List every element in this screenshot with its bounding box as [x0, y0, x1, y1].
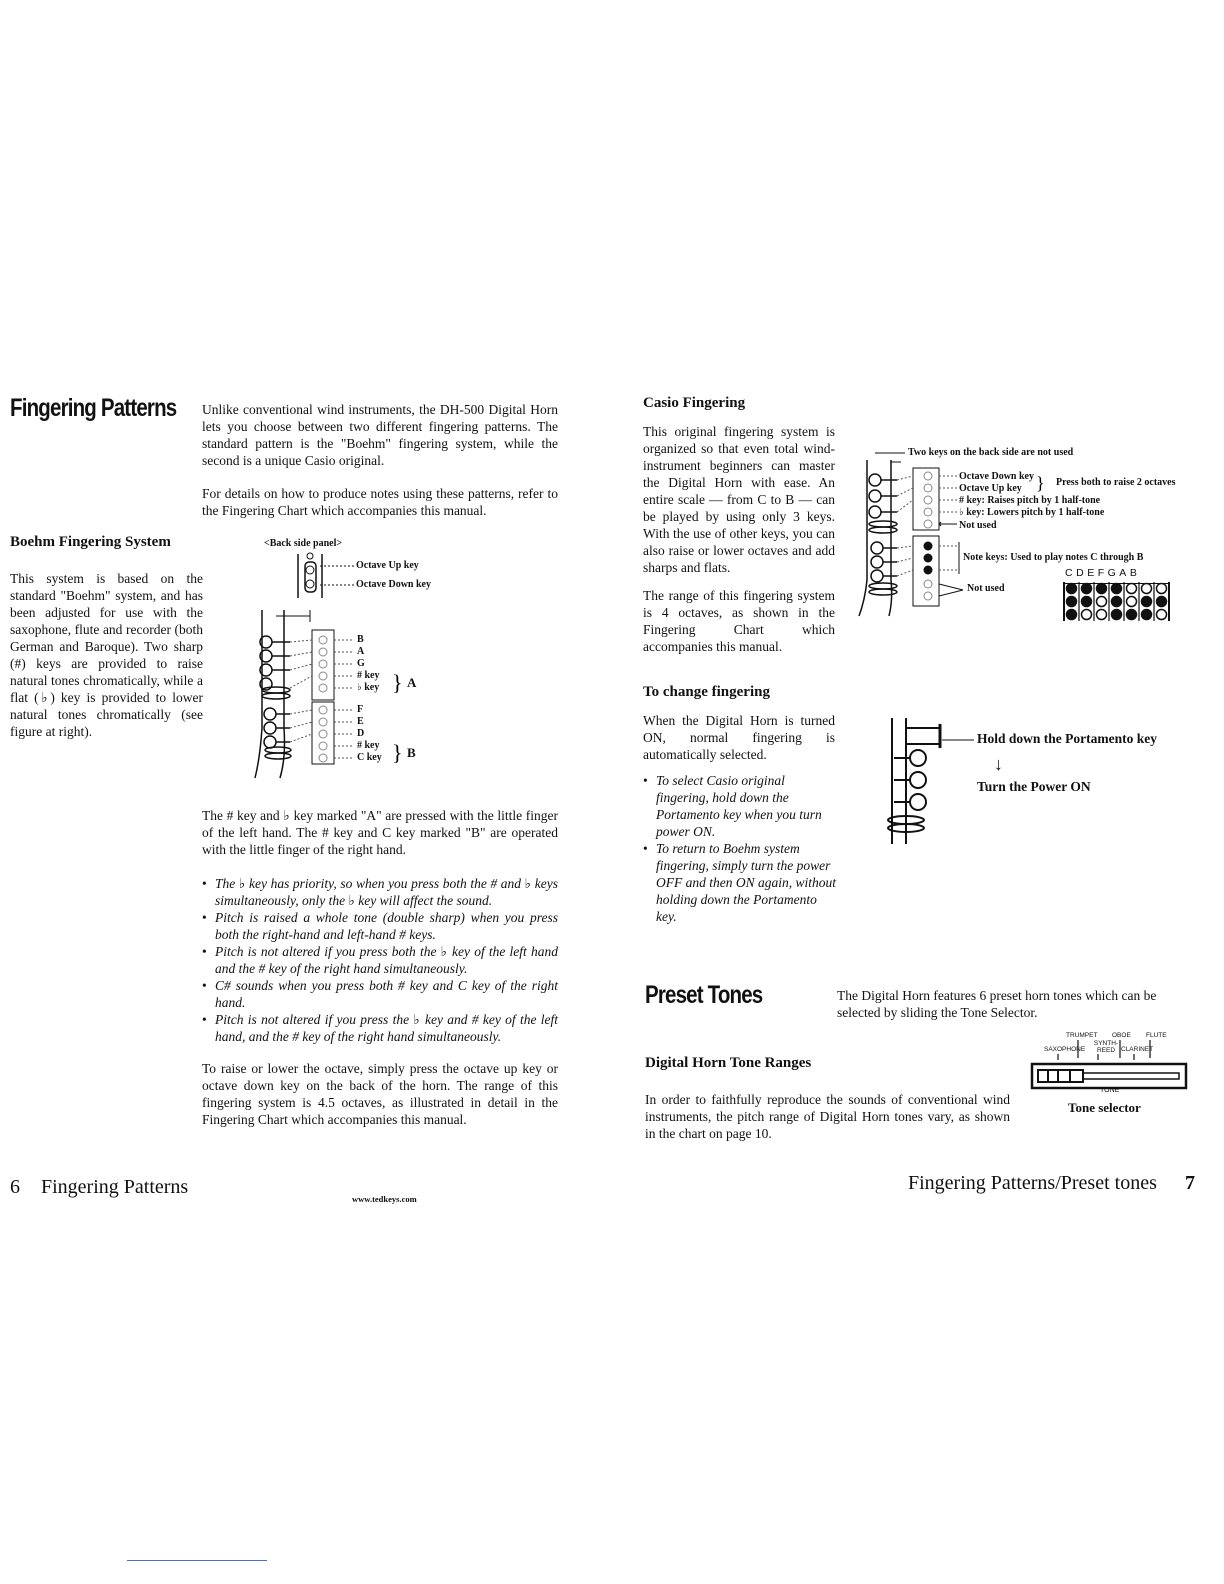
- footer-title-right: Fingering Patterns/Preset tones: [908, 1172, 1157, 1194]
- tone-slider-drawing: [1030, 1030, 1200, 1110]
- note-letters-row: [1065, 567, 1140, 579]
- tone-ranges-paragraph: In order to faithfully reproduce the sounds of conventional wind instruments, the pitch range of Digital Horn tones vary, as shown in the chart on page 10.: [645, 1092, 1010, 1141]
- change-fingering-list: [643, 772, 838, 925]
- open-key-dot: [1157, 610, 1167, 620]
- note-letter: D: [1076, 567, 1088, 579]
- keys-paragraph: The # key and ♭ key marked "A" are pressed with the little finger of the left hand. The # key and C key marked "B" are operated with the little finger of the right hand.: [202, 808, 558, 857]
- preset-tones-title: Preset Tones: [645, 981, 763, 1009]
- pressed-key-dot: [1112, 610, 1122, 620]
- octave-up-label-casio: Octave Up key: [959, 483, 1022, 494]
- pressed-key-dot: [1112, 584, 1122, 594]
- list-item: • Pitch is raised a whole tone (double sharp) when you press both the right-hand and left-hand # keys.: [202, 909, 558, 943]
- svg-text:}: }: [392, 670, 403, 695]
- tone-ranges-heading: Digital Horn Tone Ranges: [645, 1055, 812, 1071]
- octave-up-label: Octave Up key: [356, 560, 419, 571]
- note-key-e: E: [357, 716, 364, 727]
- footer-title-left: Fingering Patterns: [41, 1176, 189, 1198]
- tone-label-saxophone: SAXOPHONE: [1044, 1046, 1086, 1053]
- casio-paragraph-1: This original fingering system is organized so that even total wind-instrument beginners can master the Digital Horn with ease. An entire scale — from C to B — can be played by using only 3 keys. With the use of other keys, you can also raise or lower octaves and add sharps and flats.: [643, 424, 835, 575]
- down-arrow-icon: ↓: [994, 754, 1003, 774]
- list-item: • Pitch is not altered if you press both the ♭ key of the left hand and the # key of the right hand simultaneously.: [202, 943, 558, 977]
- press-both-label: Press both to raise 2 octaves: [1056, 477, 1176, 488]
- tone-label-clarinet: CLARINET: [1121, 1046, 1154, 1053]
- list-item: • To return to Boehm system fingering, simply turn the power OFF and then ON again, without holding down the Portamento key.: [643, 840, 838, 925]
- pressed-key-dot: [1142, 597, 1152, 607]
- pressed-key-dot: [1082, 584, 1092, 594]
- group-a-label: A: [407, 675, 417, 690]
- pressed-key-dot: [1082, 597, 1092, 607]
- intro-paragraph-2: For details on how to produce notes using these patterns, refer to the Fingering Chart which accompanies this manual.: [202, 486, 558, 518]
- pressed-key-dot: [1157, 597, 1167, 607]
- pressed-key-dot: [1112, 597, 1122, 607]
- note-key-d: D: [357, 728, 365, 739]
- back-side-panel-label: <Back side panel>: [264, 538, 343, 549]
- note-letter: A: [1119, 567, 1130, 579]
- svg-text:}: }: [392, 740, 403, 765]
- list-item: • The ♭ key has priority, so when you press both the # and ♭ keys simultaneously, only the ♭ key will affect the sound.: [202, 875, 558, 909]
- sharp-key-casio-label: # key: Raises pitch by 1 half-tone: [959, 495, 1101, 506]
- footer-page-number-right: 7: [1185, 1172, 1195, 1194]
- pressed-key-dot: [1127, 610, 1137, 620]
- group-b-label: B: [407, 745, 416, 760]
- pressed-key-dot: [1067, 584, 1077, 594]
- open-key-dot: [1142, 584, 1152, 594]
- list-item: • To select Casio original fingering, hold down the Portamento key when you turn power ON.: [643, 772, 838, 840]
- pressed-key-dot: [1067, 597, 1077, 607]
- open-key-dot: [1127, 597, 1137, 607]
- note-key-g: G: [357, 658, 365, 669]
- note-key-b: B: [357, 634, 364, 645]
- tone-label-trumpet: TRUMPET: [1066, 1032, 1098, 1039]
- tone-label-flute: FLUTE: [1146, 1032, 1167, 1039]
- intro-paragraph-1: Unlike conventional wind instruments, the DH-500 Digital Horn lets you choose between two different fingering patterns. The standard pattern is the "Boehm" fingering system, while the second is a unique Casio original.: [202, 402, 558, 468]
- sharp-key-b-label: # key: [357, 740, 380, 751]
- boehm-paragraph: This system is based on the standard "Boehm" system, and has been adjusted for use with the saxophone, flute and recorder (both German and Baroque). Two sharp (#) keys are provided to raise natural tones chromatically, while a flat (♭) key is provided to lower natural tones chromatically (see figure at right).: [10, 571, 203, 739]
- not-used-label-1: Not used: [959, 520, 997, 531]
- casio-fingering-heading: Casio Fingering: [643, 395, 746, 411]
- open-key-dot: [1082, 610, 1092, 620]
- note-chart-svg: [1063, 581, 1170, 622]
- pressed-key-dot: [1142, 610, 1152, 620]
- tone-selector-label: Tone selector: [1068, 1100, 1141, 1115]
- tone-word: TONE: [1100, 1087, 1120, 1094]
- boehm-fingering-diagram: [250, 538, 470, 783]
- open-key-dot: [1127, 584, 1137, 594]
- open-key-dot: [1097, 610, 1107, 620]
- note-letter: B: [1129, 567, 1141, 579]
- pressed-key-dot: [1067, 610, 1077, 620]
- not-used-label-2: Not used: [967, 583, 1005, 594]
- note-letter: G: [1107, 567, 1120, 579]
- divider: [127, 1560, 267, 1561]
- footer-page-number-left: 6: [10, 1176, 20, 1198]
- svg-text:}: }: [1036, 473, 1045, 493]
- open-key-dot: [1157, 584, 1167, 594]
- sharp-key-a-label: # key: [357, 670, 380, 681]
- octave-down-label-casio: Octave Down key: [959, 471, 1034, 482]
- octave-down-label: Octave Down key: [356, 579, 431, 590]
- tone-label-oboe: OBOE: [1112, 1032, 1131, 1039]
- note-letter: E: [1087, 567, 1098, 579]
- casio-paragraph-2: The range of this fingering system is 4 octaves, as shown in the Fingering Chart which accompanies this manual.: [643, 588, 835, 654]
- note-key-a: A: [357, 646, 365, 657]
- list-item: • Pitch is not altered if you press the ♭ key and # key of the left hand, and the # key of the right hand simultaneously.: [202, 1011, 558, 1045]
- power-on-label: Turn the Power ON: [977, 779, 1091, 794]
- c-key-b-label: C key: [357, 752, 382, 763]
- tone-selector-diagram: [1030, 1030, 1200, 1120]
- octave-paragraph: To raise or lower the octave, simply press the octave up key or octave down key on the back of the horn. The range of this fingering system is 4.5 octaves, as illustrated in detail in the Fingering Chart which accompanies this manual.: [202, 1061, 558, 1127]
- back-keys-label: Two keys on the back side are not used: [908, 447, 1074, 458]
- change-fingering-paragraph: When the Digital Horn is turned ON, normal fingering is automatically selected.: [643, 713, 835, 762]
- note-fingering-chart: [1063, 581, 1170, 627]
- note-keys-label: Note keys: Used to play notes C through B: [963, 552, 1144, 563]
- portamento-label: Hold down the Portamento key: [977, 731, 1157, 746]
- flat-key-a-label: ♭ key: [357, 682, 380, 693]
- flat-key-casio-label: ♭ key: Lowers pitch by 1 half-tone: [959, 507, 1105, 518]
- boehm-heading: Boehm Fingering System: [10, 534, 171, 550]
- note-letter: C: [1065, 567, 1077, 579]
- page-title-fingering-patterns: Fingering Patterns: [10, 394, 177, 422]
- open-key-dot: [1097, 597, 1107, 607]
- preset-tones-paragraph: The Digital Horn features 6 preset horn tones which can be selected by sliding the Tone Selector.: [837, 988, 1157, 1020]
- list-item: • C# sounds when you press both # key and C key of the right hand.: [202, 977, 558, 1011]
- pressed-key-dot: [1097, 584, 1107, 594]
- portamento-diagram: [884, 716, 1204, 851]
- casio-fingering-diagram: [855, 440, 1200, 620]
- website-watermark: www.tedkeys.com: [352, 1194, 417, 1204]
- note-key-f: F: [357, 704, 364, 715]
- boehm-notes-list: [202, 875, 558, 1045]
- change-fingering-heading: To change fingering: [643, 684, 770, 700]
- note-letter: F: [1097, 567, 1108, 579]
- tone-label-synth-reed: SYNTH-REED: [1093, 1040, 1119, 1054]
